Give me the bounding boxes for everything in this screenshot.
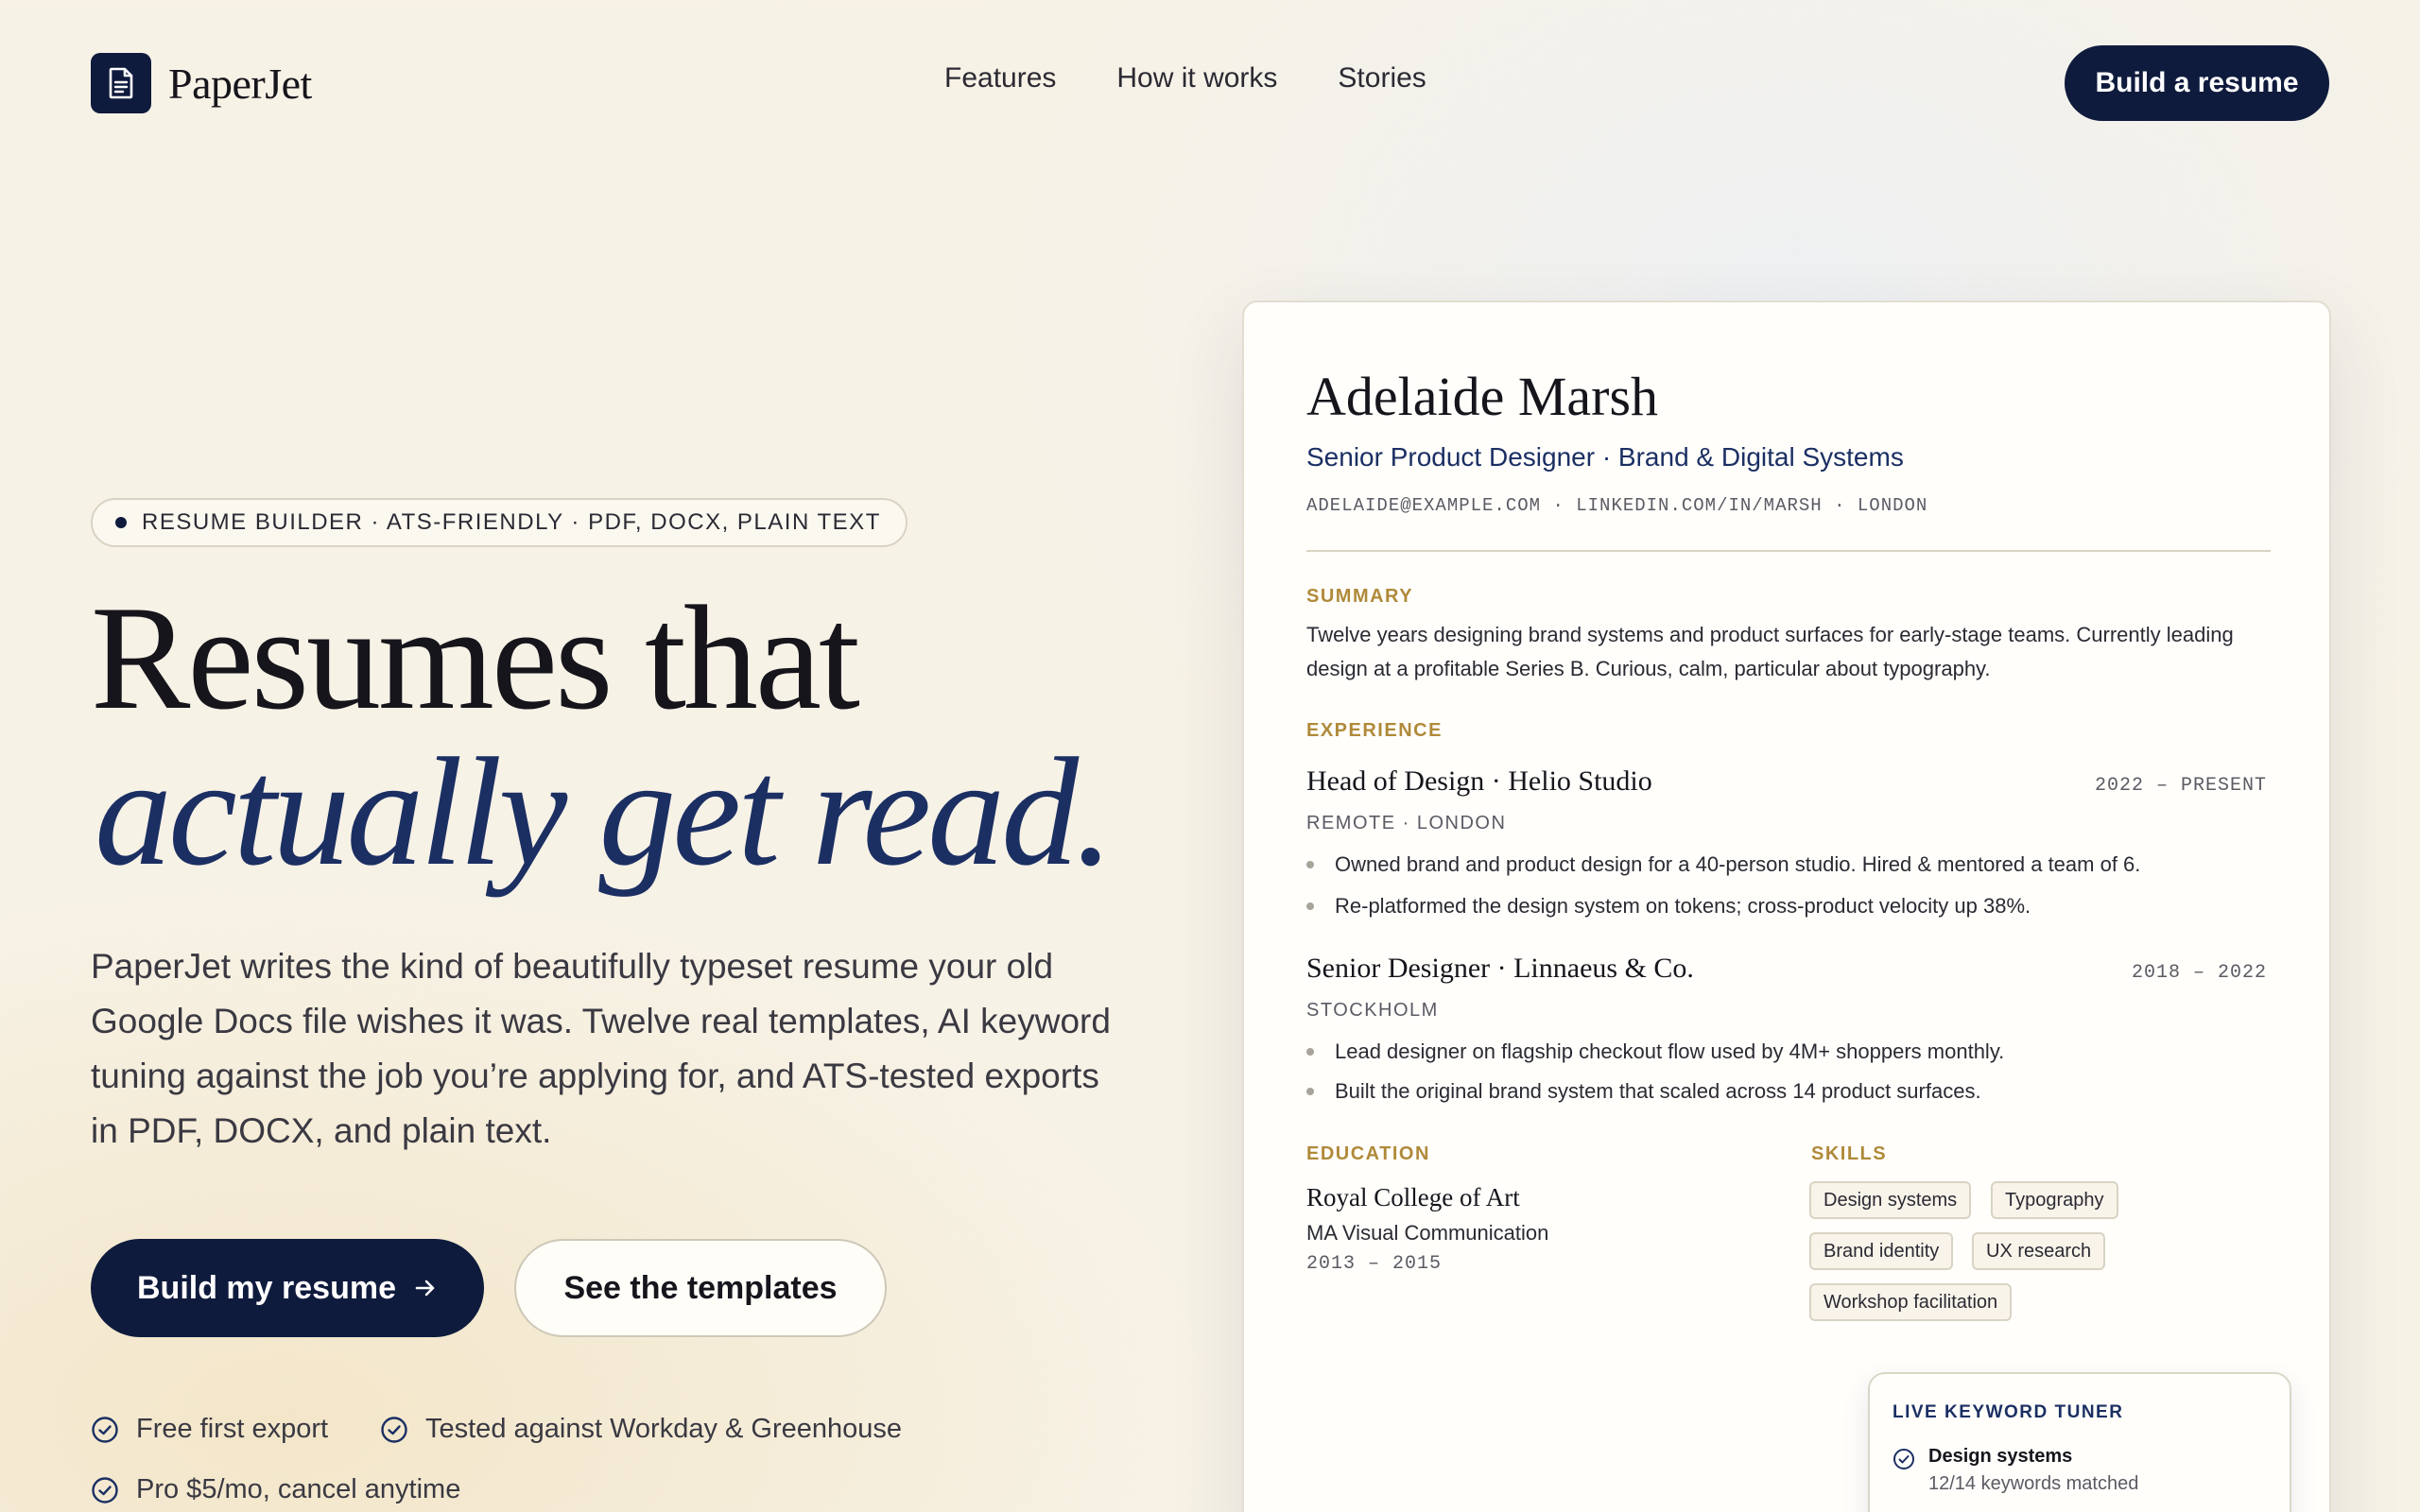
tuner-heading: LIVE KEYWORD TUNER (1893, 1402, 2124, 1422)
job-bullet-text: Owned brand and product design for a 40-person studio. Hired & mentored a team of 6. (1335, 852, 2141, 876)
resume-name: Adelaide Marsh (1306, 366, 1659, 427)
bullet-dot (1306, 1048, 1314, 1056)
brand-logo[interactable] (91, 53, 312, 113)
education-school: Royal College of Art (1306, 1183, 1520, 1211)
keyword-tuner-panel (1868, 1372, 2291, 1512)
check-item (91, 1414, 328, 1445)
education-heading: EDUCATION (1306, 1143, 1430, 1164)
job-bullet (1306, 894, 2031, 919)
bullet-dot (1306, 902, 1314, 910)
experience-heading: EXPERIENCE (1306, 720, 1443, 741)
job-bullet (1306, 852, 2140, 877)
education-years: 2013 – 2015 (1306, 1253, 1443, 1275)
hero-description: PaperJet writes the kind of beautifully typeset resume your old Google Docs file wishes it was. Twelve real templates, AI keyword tuning against the job you’re applying for, and ATS-tested exports in PDF, DOCX, and plain text. (91, 947, 1111, 1150)
badge-text: RESUME BUILDER · ATS-FRIENDLY · PDF, DOCX, PLAIN TEXT (142, 509, 881, 535)
hero-badge (91, 498, 908, 547)
job-dates: 2022 – PRESENT (2094, 775, 2267, 797)
document-icon (91, 53, 151, 113)
nav-link-features[interactable]: Features (944, 62, 1057, 94)
check-circle-icon (91, 1416, 119, 1444)
see-templates-button[interactable]: See the templates (514, 1239, 887, 1337)
job-bullet-text: Re-platformed the design system on tokens; cross-product velocity up 38%. (1335, 894, 2031, 918)
skills-heading: SKILLS (1811, 1143, 1888, 1164)
arrow-right-icon (413, 1276, 438, 1300)
summary-heading: SUMMARY (1306, 586, 1414, 607)
resume-divider (1306, 550, 2271, 552)
check-label: Pro $5/mo, cancel anytime (136, 1474, 461, 1504)
build-my-resume-button[interactable] (91, 1239, 484, 1337)
skill-chip: UX research (1972, 1232, 2105, 1270)
badge-dot-icon (115, 517, 127, 528)
nav-links (944, 62, 1426, 94)
job-bullet-text: Built the original brand system that scaled across 14 product surfaces. (1335, 1079, 1981, 1103)
summary-text: Twelve years designing brand systems and product surfaces for early-stage teams. Currently leading design at a profitable Series B. Curious, calm, particular about typography. (1306, 623, 2234, 680)
bullet-dot (1306, 1088, 1314, 1095)
job-location: STOCKHOLM (1306, 1000, 1439, 1021)
build-resume-nav-button[interactable]: Build a resume (2065, 45, 2329, 121)
nav-link-stories[interactable]: Stories (1338, 62, 1426, 94)
skill-chip: Typography (1991, 1181, 2118, 1219)
job-bullet-text: Lead designer on flagship checkout flow used by 4M+ shoppers monthly. (1335, 1040, 2005, 1063)
nav-link-how-it-works[interactable]: How it works (1116, 62, 1278, 94)
job-location: REMOTE · LONDON (1306, 813, 1507, 833)
check-label: Tested against Workday & Greenhouse (425, 1414, 903, 1444)
tuner-match-count: 12/14 keywords matched (1928, 1473, 2139, 1494)
headline-line-1: Resumes that (91, 576, 857, 741)
tuner-keyword: Design systems (1928, 1446, 2073, 1467)
job-bullet (1306, 1079, 1981, 1104)
check-item (380, 1414, 902, 1445)
skill-chip: Design systems (1809, 1181, 1971, 1219)
resume-preview-card (1242, 301, 2331, 1512)
brand-name: PaperJet (168, 59, 312, 108)
bullet-dot (1306, 861, 1314, 868)
resume-title: Senior Product Designer · Brand & Digital Systems (1306, 442, 1904, 472)
check-circle-icon (380, 1416, 408, 1444)
check-item (91, 1474, 460, 1505)
headline-line-2: actually get read. (95, 727, 1111, 898)
skill-chip: Brand identity (1809, 1232, 1953, 1270)
skill-chip: Workshop facilitation (1809, 1283, 2012, 1321)
build-my-resume-label: Build my resume (137, 1269, 396, 1306)
job-title: Senior Designer · Linnaeus & Co. (1306, 953, 1694, 984)
tuner-item (1893, 1446, 2138, 1495)
job-title: Head of Design · Helio Studio (1306, 765, 1652, 797)
job-bullet (1306, 1040, 2004, 1064)
check-circle-icon (91, 1476, 119, 1504)
resume-contact: ADELAIDE@EXAMPLE.COM · LINKEDIN.COM/IN/MARSH · LONDON (1306, 495, 1928, 516)
check-label: Free first export (136, 1414, 329, 1444)
top-nav (0, 0, 2420, 166)
education-degree: MA Visual Communication (1306, 1221, 1549, 1245)
check-circle-icon (1893, 1448, 1915, 1470)
job-dates: 2018 – 2022 (2131, 962, 2267, 984)
